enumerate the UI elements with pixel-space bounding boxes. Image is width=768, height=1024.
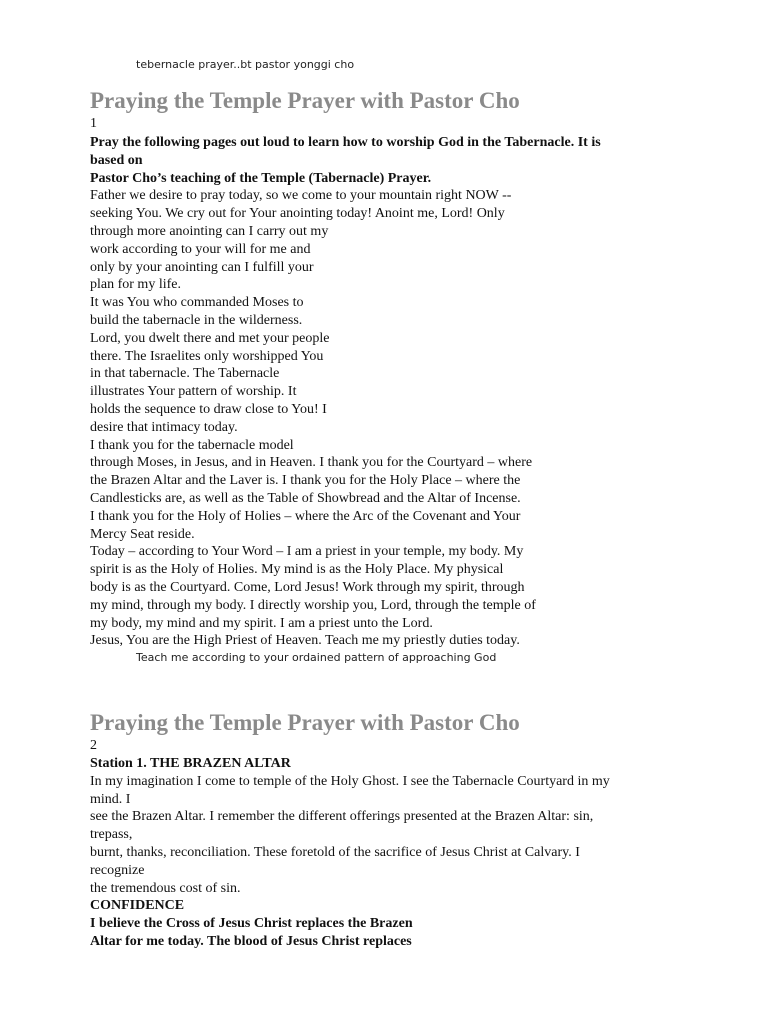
prayer-line: build the tabernacle in the wilderness. xyxy=(90,312,303,328)
prayer-line: Father we desire to pray today, so we come to your mountain right NOW -- xyxy=(90,188,512,204)
header-note: tebernacle prayer..bt pastor yonggi cho xyxy=(136,58,355,71)
prayer-line: through Moses, in Jesus, and in Heaven. I thank you for the Courtyard – where xyxy=(90,455,533,471)
prayer-line: mind. I xyxy=(90,791,131,807)
section-2-number: 2 xyxy=(90,738,97,753)
section-1-footer-note: Teach me according to your ordained pattern of approaching God xyxy=(136,651,497,664)
section-1-number: 1 xyxy=(90,116,97,131)
prayer-line: burnt, thanks, reconciliation. These foretold of the sacrifice of Jesus Christ at Calvary. I xyxy=(90,844,580,860)
prayer-line: recognize xyxy=(90,862,145,878)
intro-bold-line: based on xyxy=(90,152,143,168)
section-2-title: Praying the Temple Prayer with Pastor Cho xyxy=(90,710,520,735)
prayer-line: holds the sequence to draw close to You! I xyxy=(90,401,327,417)
prayer-line: see the Brazen Altar. I remember the different offerings presented at the Brazen Altar: sin, xyxy=(90,809,594,825)
section-1-body xyxy=(90,134,730,650)
prayer-line: Candlesticks are, as well as the Table of Showbread and the Altar of Incense. xyxy=(90,490,521,506)
confidence-line: I believe the Cross of Jesus Christ replaces the Brazen xyxy=(90,916,413,932)
prayer-line: Mercy Seat reside. xyxy=(90,526,195,542)
prayer-line: body is as the Courtyard. Come, Lord Jesus! Work through my spirit, through xyxy=(90,579,525,595)
prayer-line: desire that intimacy today. xyxy=(90,419,238,435)
prayer-line: through more anointing can I carry out my xyxy=(90,223,329,239)
prayer-line: spirit is as the Holy of Holies. My mind is as the Holy Place. My physical xyxy=(90,562,504,578)
prayer-line: Jesus, You are the High Priest of Heaven. Teach me my priestly duties today. xyxy=(90,633,520,649)
prayer-line: the Brazen Altar and the Laver is. I thank you for the Holy Place – where the xyxy=(90,473,521,489)
prayer-line: the tremendous cost of sin. xyxy=(90,880,241,896)
prayer-line: Today – according to Your Word – I am a priest in your temple, my body. My xyxy=(90,544,524,560)
prayer-line: illustrates Your pattern of worship. It xyxy=(90,384,297,400)
prayer-line: in that tabernacle. The Tabernacle xyxy=(90,366,280,382)
section-2-body xyxy=(90,755,730,951)
prayer-line: there. The Israelites only worshipped You xyxy=(90,348,324,364)
confidence-heading: CONFIDENCE xyxy=(90,898,185,914)
prayer-line: work according to your will for me and xyxy=(90,241,311,257)
intro-bold-line: Pastor Cho’s teaching of the Temple (Tabernacle) Prayer. xyxy=(90,170,432,186)
prayer-line: only by your anointing can I fulfill your xyxy=(90,259,314,275)
prayer-line: trepass, xyxy=(90,827,133,843)
prayer-line: I thank you for the Holy of Holies – where the Arc of the Covenant and Your xyxy=(90,508,521,524)
prayer-line: It was You who commanded Moses to xyxy=(90,295,304,311)
prayer-line: Lord, you dwelt there and met your people xyxy=(90,330,330,346)
confidence-line: Altar for me today. The blood of Jesus Christ replaces xyxy=(90,933,412,949)
station-heading: Station 1. THE BRAZEN ALTAR xyxy=(90,756,291,771)
prayer-line: plan for my life. xyxy=(90,277,181,293)
intro-bold-line: Pray the following pages out loud to learn how to worship God in the Tabernacle. It is xyxy=(90,135,601,150)
prayer-line: In my imagination I come to temple of the Holy Ghost. I see the Tabernacle Courtyard in my xyxy=(90,773,610,789)
prayer-line: seeking You. We cry out for Your anointing today! Anoint me, Lord! Only xyxy=(90,206,505,222)
section-1-title: Praying the Temple Prayer with Pastor Cho xyxy=(90,88,520,113)
prayer-line: my mind, through my body. I directly worship you, Lord, through the temple of xyxy=(90,597,536,613)
prayer-line: my body, my mind and my spirit. I am a priest unto the Lord. xyxy=(90,615,433,631)
prayer-line: I thank you for the tabernacle model xyxy=(90,437,294,453)
